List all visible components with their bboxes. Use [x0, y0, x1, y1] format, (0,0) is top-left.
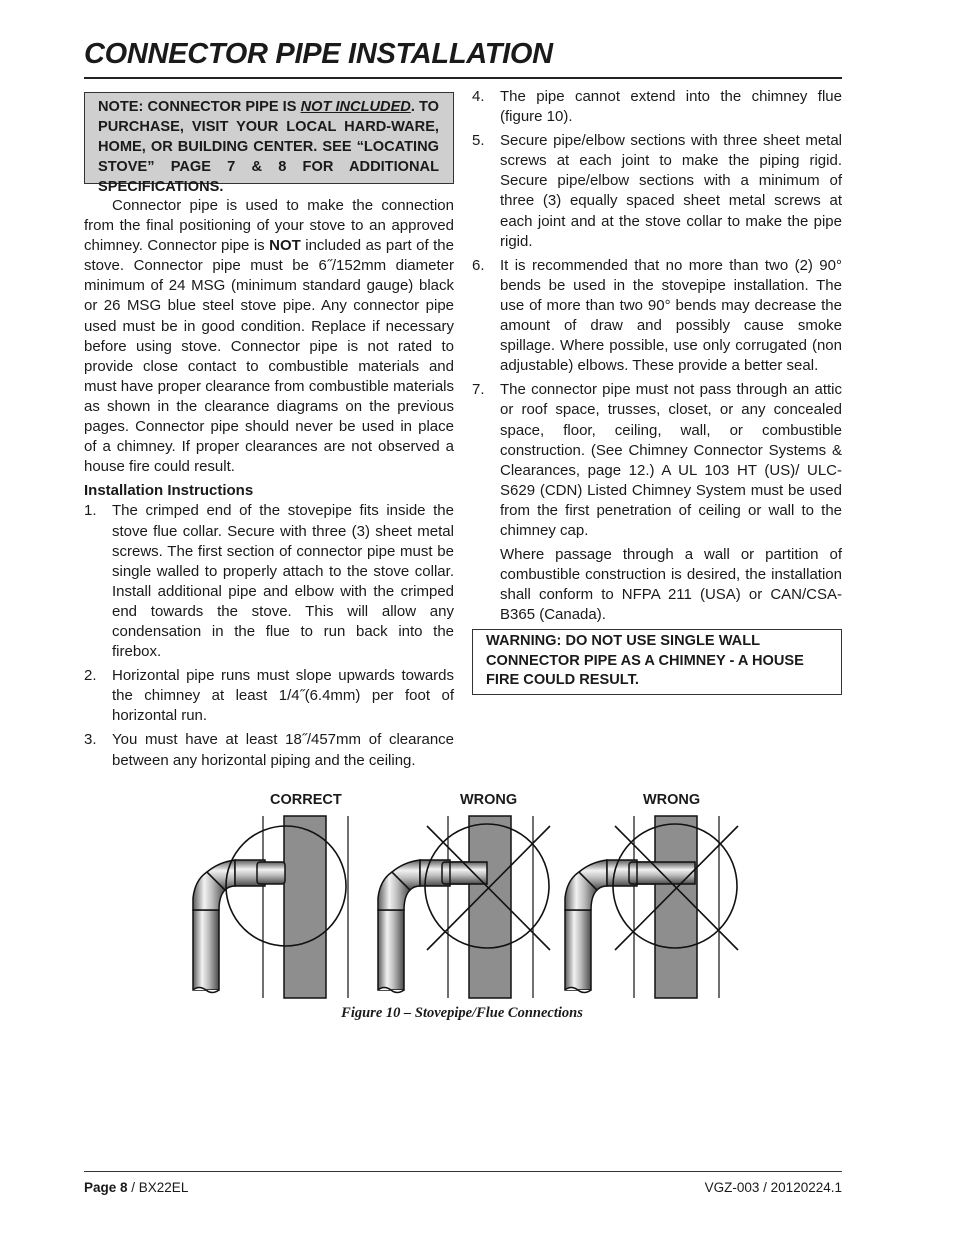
- step-item: [472, 87, 842, 127]
- footer-page: [84, 1180, 188, 1195]
- step-item: [472, 380, 842, 541]
- step-number: 3.: [84, 731, 97, 749]
- footer-model: / BX22EL: [127, 1180, 189, 1195]
- step-text: You must have at least 18˝/457mm of clearance between any horizontal piping and the ceiling.: [112, 731, 454, 769]
- step-text: The connector pipe must not pass through an attic or roof space, trusses, closet, or any concealed space, floor, ceiling, wall, or combustible construction. (See Chimney Connector Systems & Clearances, page 12.) A UL 103 HT (US)/ ULC-S629 (CDN) Listed Chimney System must be used from the first penetration of ceiling or wall to the chimney cap.: [500, 381, 842, 539]
- intro-bold: NOT: [269, 237, 301, 255]
- step-item: [84, 501, 454, 662]
- step-item: [84, 666, 454, 726]
- footer-rule: [84, 1171, 842, 1172]
- warning-box: WARNING: DO NOT USE SINGLE WALL CONNECTOR PIPE AS A CHIMNEY - A HOUSE FIRE COULD RESULT.: [472, 629, 842, 695]
- step-text: The pipe cannot extend into the chimney flue (figure 10).: [500, 88, 842, 126]
- installation-heading: Installation Instructions: [84, 482, 254, 500]
- intro-paragraph: [84, 196, 454, 477]
- step-text: The crimped end of the stovepipe fits inside the stove flue collar. Secure with three (3) sheet metal screws. The first section of connector pipe must be single walled to properly attach to the stove collar. Install additional pipe and elbow with the crimped end towards the stove. This will allow any condensation in the flue to run back into the firebox.: [112, 502, 454, 661]
- stovepipe-diagram: [185, 790, 765, 1000]
- step-item: [472, 256, 842, 377]
- step-item: [84, 730, 454, 770]
- step-number: 1.: [84, 502, 97, 520]
- intro-text-1: Connector pipe is used to make the connection from the final positioning of your stove to an approved chimney. Connector pipe is: [84, 197, 454, 255]
- step-text: It is recommended that no more than two (2) 90° bends be used in the stovepipe installation. The use of more than two 90° bends may decrease the amount of draw and possibly cause smoke spillage. Where possible, use only corrugated (non adjustable) elbows. These provide a better seal.: [500, 256, 842, 375]
- step-number: 6.: [472, 256, 485, 274]
- step-number: 7.: [472, 381, 485, 399]
- step-text: Horizontal pipe runs must slope upwards towards the chimney at least 1/4˝(6.4mm) per foot of horizontal run.: [112, 667, 454, 725]
- panel-correct: [193, 816, 348, 998]
- right-column: [472, 87, 842, 695]
- title-rule: [84, 77, 842, 79]
- steps-list-left: [84, 501, 454, 770]
- footer-page-number: Page 8: [84, 1180, 128, 1195]
- figure-10: [185, 790, 765, 1030]
- step-number: 2.: [84, 667, 97, 685]
- label-wrong-2: WRONG: [643, 792, 701, 808]
- step7-continuation: Where passage through a wall or partition of combustible construction is desired, the installation shall conform to NFPA 211 (USA) or CAN/CSA-B365 (Canada).: [500, 546, 842, 624]
- panel-wrong-1: [378, 816, 550, 998]
- figure-caption: Figure 10 – Stovepipe/Flue Connections: [341, 1005, 583, 1021]
- footer-doc-code: VGZ-003 / 20120224.1: [704, 1180, 842, 1195]
- note-emphasis: NOT INCLUDED: [300, 99, 411, 115]
- intro-text-2: included as part of the stove. Connector pipe must be 6˝/152mm diameter minimum of 24 MSG (minimum standard gauge) black or 26 MSG blue steel stove pipe. Any connector pipe used must be in good condition. Replace if necessary before using stove. Connector pipe is not rated to provide close contact to combustible materials and must have proper clearance from combustible materials as shown in the clearance diagrams on the previous pages. Connector pipe should never be used in place of a chimney. If proper clearances are not observed a house fire could result.: [84, 237, 454, 476]
- note-prefix: NOTE: CONNECTOR PIPE IS: [98, 99, 301, 115]
- panel-wrong-2: [565, 816, 738, 998]
- step-item: [472, 131, 842, 252]
- label-wrong-1: WRONG: [460, 792, 518, 808]
- label-correct: CORRECT: [270, 792, 342, 808]
- note-box: [84, 92, 454, 195]
- note-suffix: . TO PURCHASE, VISIT YOUR LOCAL HARD-WARE, HOME, OR BUILDING CENTER. SEE “LOCATING STOVE” PAGE 7 & 8 FOR ADDITIONAL SPECIFICATIONS.: [98, 99, 439, 195]
- step-number: 4.: [472, 88, 485, 105]
- steps-list-right: [472, 87, 842, 541]
- page-title: CONNECTOR PIPE INSTALLATION: [84, 38, 553, 70]
- step-text: Secure pipe/elbow sections with three sheet metal screws at each joint to make the piping rigid. Secure pipe/elbow sections with a minimum of three (3) equally spaced sheet metal screws at each joint and at the stove collar to make the pipe rigid.: [500, 132, 842, 250]
- left-column: [84, 92, 454, 775]
- step-number: 5.: [472, 132, 485, 150]
